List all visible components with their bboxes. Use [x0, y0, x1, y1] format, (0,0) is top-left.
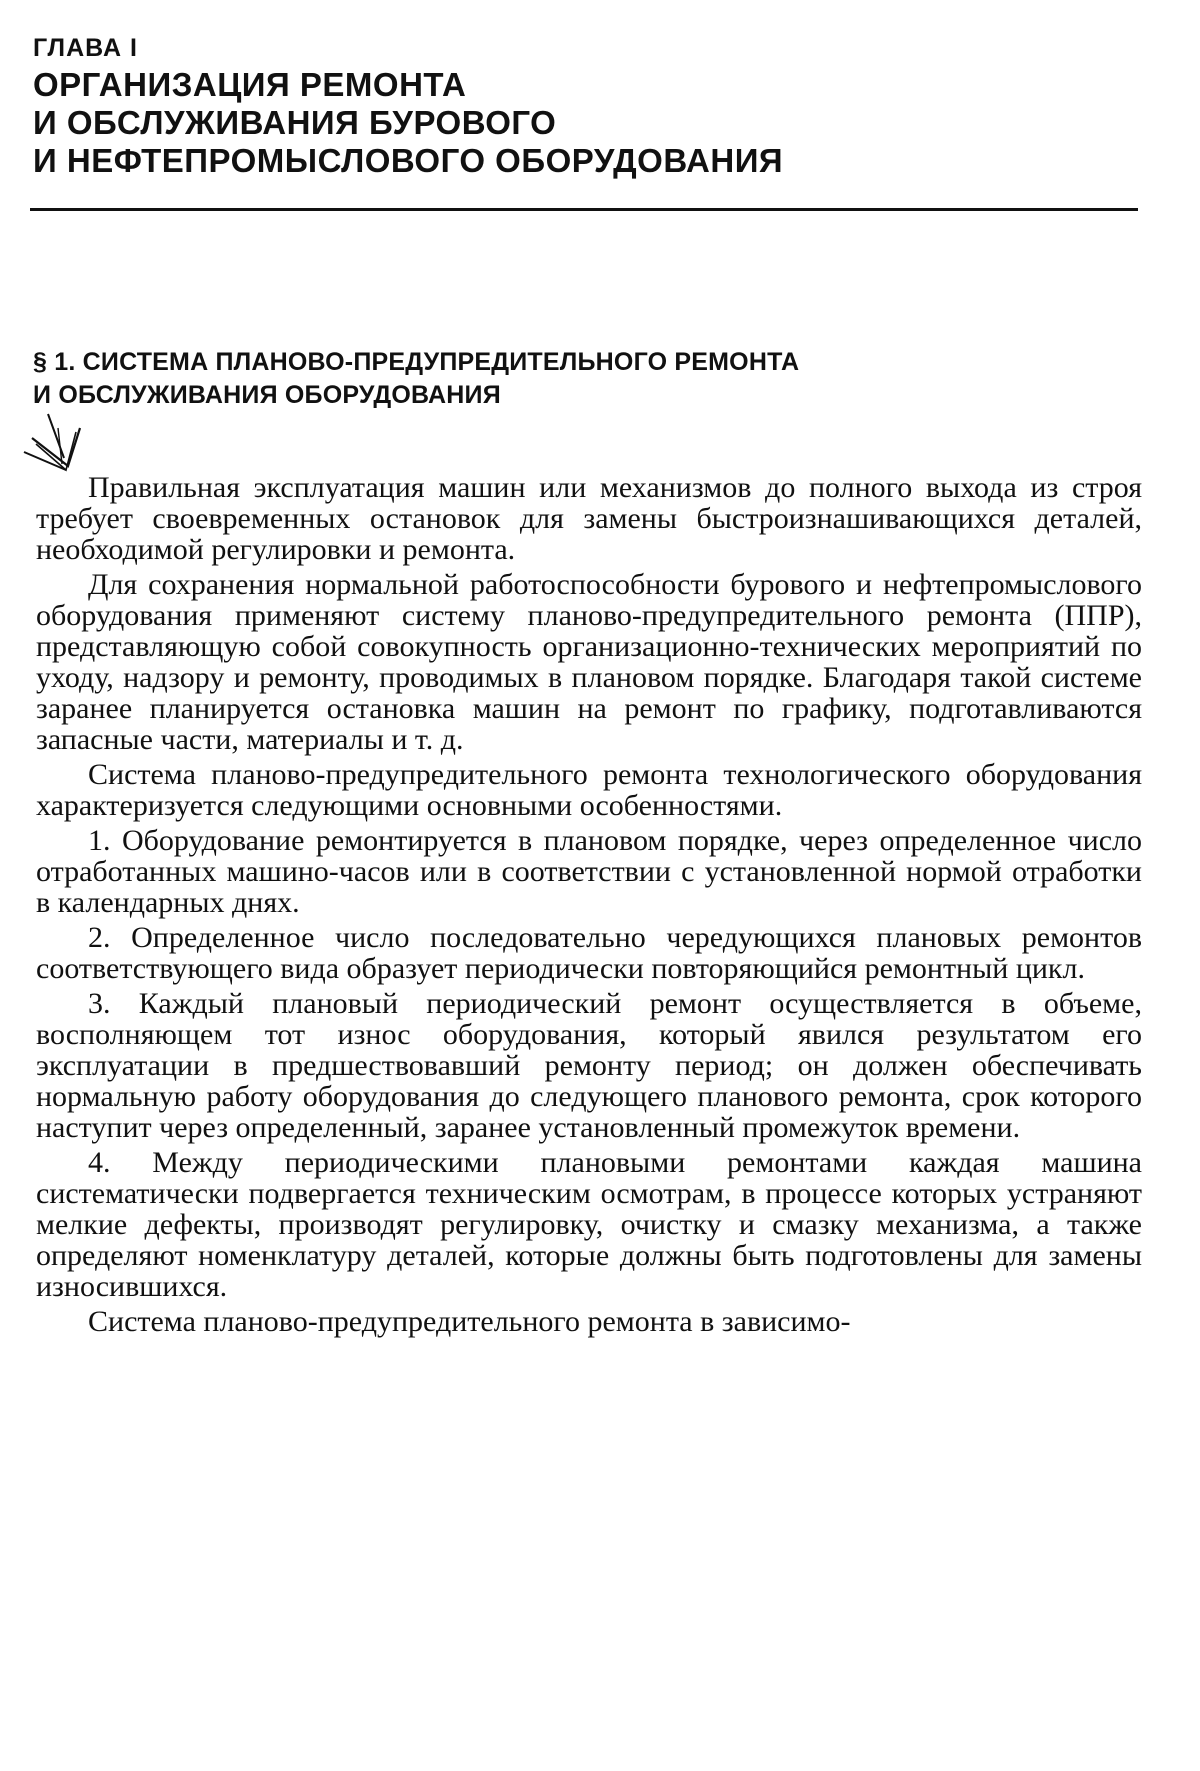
paragraph: 1. Оборудование ремонтируется в плановом порядке, через определенное число отработанных машино-часов или в соответствии с установленной нормой отработки в календарных днях.	[36, 824, 1142, 919]
paragraph: 2. Определенное число последовательно чередующихся плановых ремонтов соответствующего вида образует периодически повторяющийся ремонтный цикл.	[36, 921, 1142, 985]
chapter-label: ГЛАВА I	[33, 34, 138, 62]
chapter-title-line: И НЕФТЕПРОМЫСЛОВОГО ОБОРУДОВАНИЯ	[33, 142, 784, 179]
paragraph: Правильная эксплуатация машин или механизмов до полного выхода из строя требует своевременных остановок для замены быстроизнашивающихся деталей, необходимой регулировки и ремонта.	[36, 471, 1142, 566]
section-title-line: § 1. СИСТЕМА ПЛАНОВО-ПРЕДУПРЕДИТЕЛЬНОГО РЕМОНТА	[33, 348, 800, 376]
paragraph: Система планово-предупредительного ремонта в зависимо-	[88, 1305, 851, 1338]
body-text	[36, 472, 1142, 1337]
chapter-divider	[30, 208, 1138, 211]
section-title	[33, 346, 1133, 412]
paragraph: 4. Между периодическими плановыми ремонтами каждая машина систематически подвергается техническим осмотрам, в процессе которых устраняют мелкие дефекты, производят регулировку, очистку и смазку механизма, а также определяют номенклатуру деталей, которые должны быть подготовлены для замены износившихся.	[36, 1146, 1142, 1303]
paragraph: Система планово-предупредительного ремонта технологического оборудования характеризуется следующими основными особенностями.	[36, 758, 1142, 822]
chapter-title	[33, 66, 1133, 180]
paragraph: 3. Каждый плановый периодический ремонт осуществляется в объеме, восполняющем тот износ оборудования, который явился результатом его эксплуатации в предшествовавший ремонту период; он должен обеспечивать нормальную работу оборудования до следующего планового ремонта, срок которого наступит через определенный, заранее установленный промежуток времени.	[36, 987, 1142, 1144]
chapter-title-line: И ОБСЛУЖИВАНИЯ БУРОВОГО	[33, 104, 557, 141]
chapter-title-line: ОРГАНИЗАЦИЯ РЕМОНТА	[33, 66, 467, 103]
paragraph: Для сохранения нормальной работоспособности бурового и нефтепромыслового оборудования применяют систему планово-предупредительного ремонта (ППР), представляющую собой совокупность организационно-технических мероприятий по уходу, надзору и ремонту, проводимых в плановом порядке. Благодаря такой системе заранее планируется остановка машин на ремонт по графику, подготавливаются запасные части, материалы и т. д.	[36, 568, 1142, 756]
section-title-line: И ОБСЛУЖИВАНИЯ ОБОРУДОВАНИЯ	[33, 381, 501, 409]
